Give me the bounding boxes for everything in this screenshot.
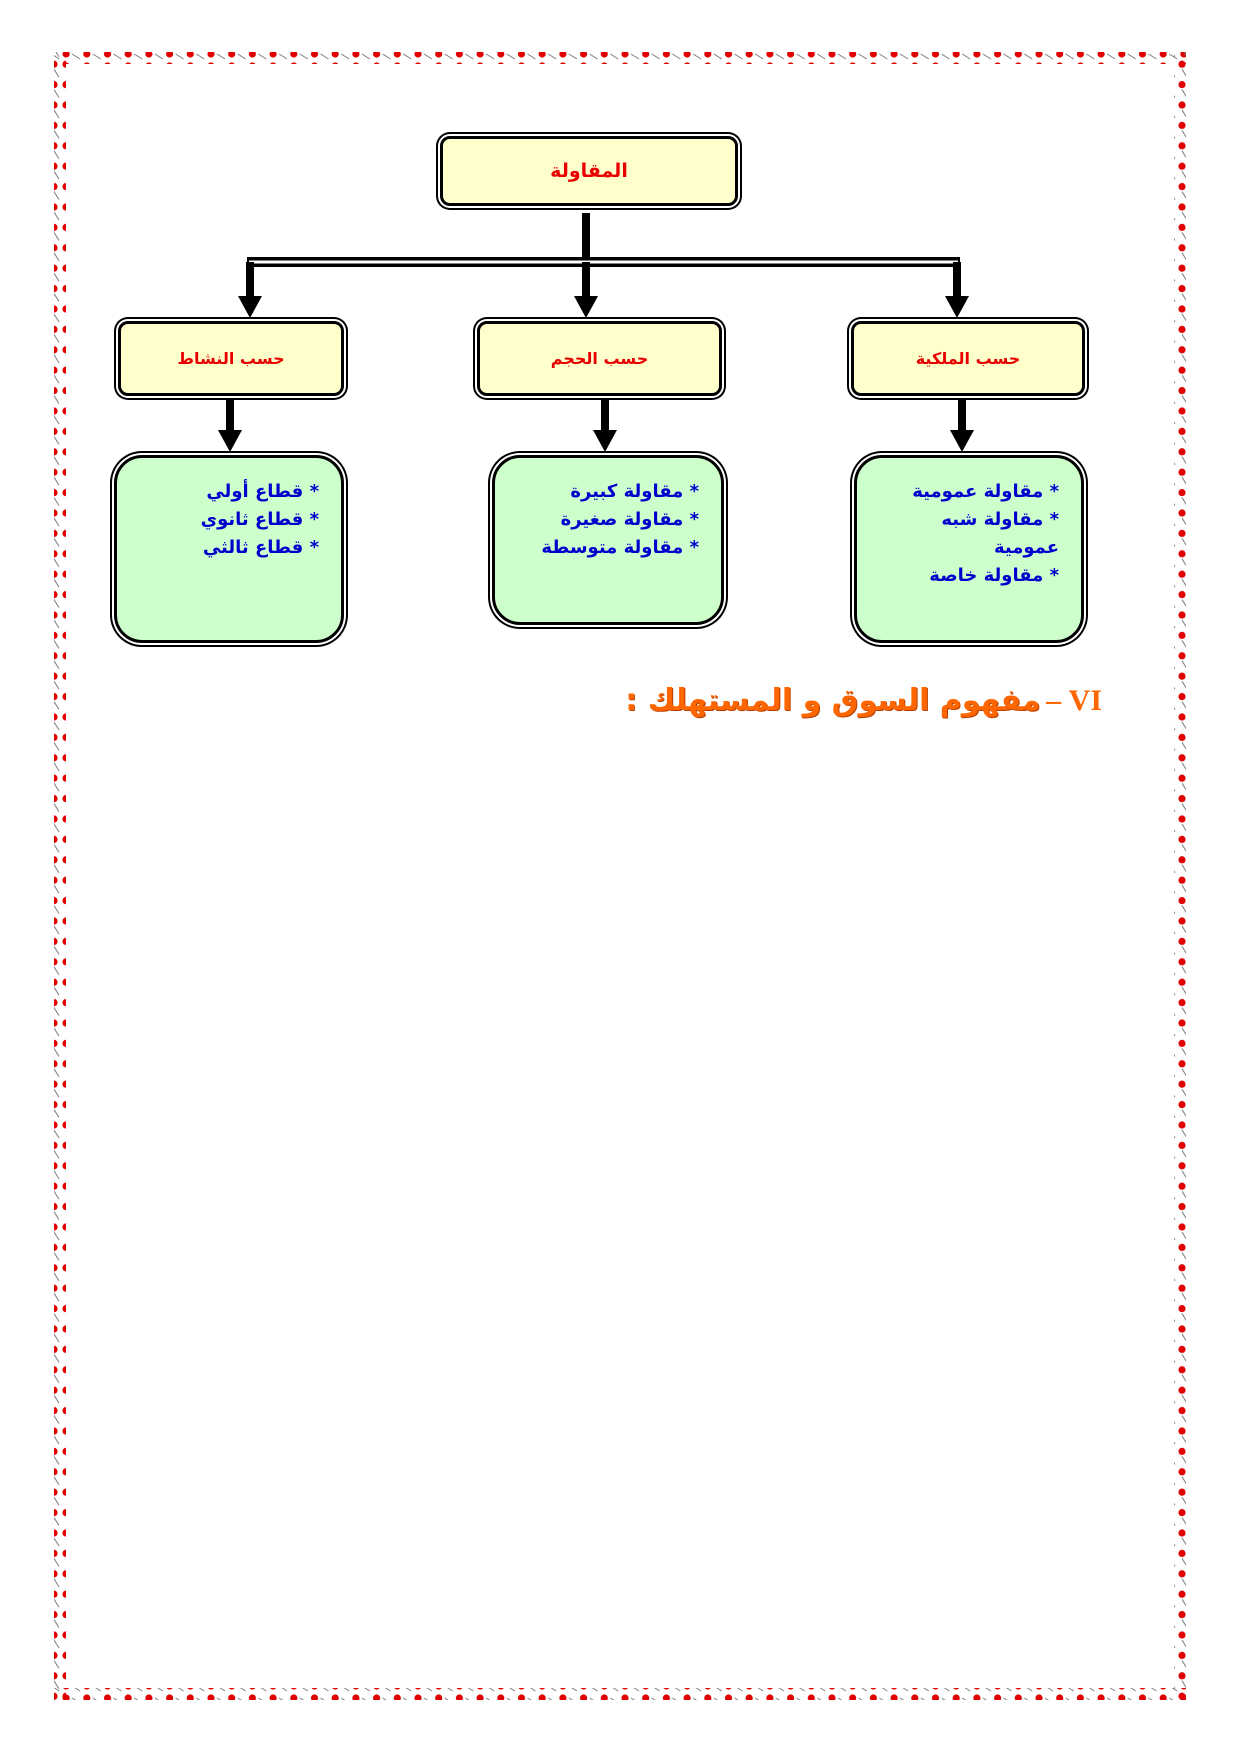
leaf-node-size xyxy=(492,455,724,625)
list-item: * مقاولة خاصة xyxy=(929,565,1059,586)
section-number: VI – xyxy=(1046,684,1102,717)
list-item: * قطاع ثانوي xyxy=(200,509,319,530)
list-item: * مقاولة متوسطة xyxy=(541,537,699,558)
category-label-activity: حسب النشاط xyxy=(177,349,285,368)
category-label-size: حسب الحجم xyxy=(550,349,649,368)
section-heading xyxy=(625,683,1102,718)
list-item: * قطاع ثالثي xyxy=(202,537,319,558)
category-node-activity xyxy=(118,321,344,396)
list-item: * مقاولة شبه عمومية xyxy=(941,509,1059,558)
leaf-list-ownership xyxy=(875,478,1059,590)
leaf-node-ownership xyxy=(854,455,1084,643)
section-title: مفهوم السوق و المستهلك : xyxy=(625,683,1041,718)
leaf-list-size xyxy=(513,478,699,562)
list-item: * مقاولة عمومية xyxy=(912,481,1059,502)
category-node-ownership xyxy=(851,321,1085,396)
category-label-ownership: حسب الملكية xyxy=(915,349,1021,368)
list-item: * مقاولة صغيرة xyxy=(560,509,699,530)
list-item: * قطاع أولي xyxy=(206,481,319,502)
root-label: المقاولة xyxy=(550,160,628,182)
category-node-size xyxy=(477,321,722,396)
list-item: * مقاولة كبيرة xyxy=(570,481,699,502)
leaf-list-activity xyxy=(135,478,319,562)
root-node xyxy=(440,136,738,206)
leaf-node-activity xyxy=(114,455,344,643)
